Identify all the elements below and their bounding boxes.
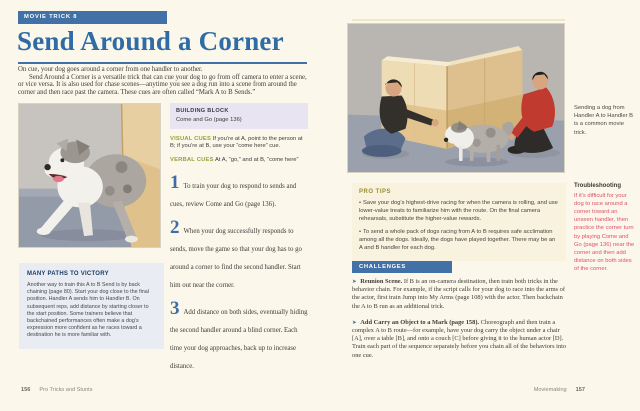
pro-tips-label: PRO TIPS bbox=[359, 189, 392, 195]
step-number: 2 bbox=[170, 216, 180, 238]
dog-rounding-corner-photo bbox=[18, 103, 161, 248]
challenge-item-1 bbox=[352, 278, 568, 311]
intro-paragraph-1: On cue, your dog goes around a corner from one handler to another. bbox=[18, 66, 203, 73]
visual-cues-text: If you’re at A, point to the person at B; if you’re at B, use your “come here” cue. bbox=[170, 135, 303, 149]
pro-tip-text: To send a whole pack of dogs racing from A to B requires safe acclimation among all the dogs. Ideally, the dogs have played together. There may be an A and B handler for each dog. bbox=[359, 228, 556, 252]
visual-cues bbox=[170, 136, 308, 150]
handlers-photo-illustration bbox=[348, 24, 564, 172]
building-block-box bbox=[170, 103, 308, 129]
step-text: To train your dog to respond to sends and cues, review Come and Go (page 136). bbox=[170, 182, 297, 208]
many-paths-text: Another way to train this A to B Send is by back chaining (page 80). Start your dog close to the final position. Handler A sends him to Handler B. On subsequent reps, add distance by starting closer to the start position. Some trainers believe that backchained performances often make a dog’s expression more confident as he races toward a destination he is more familiar with. bbox=[27, 282, 149, 339]
right-footer-section: Moviemaking bbox=[533, 387, 567, 393]
challenge-title: Reunion Scene. bbox=[360, 278, 403, 285]
verbal-cues-label: VERBAL CUES bbox=[170, 156, 214, 163]
handlers-training-photo bbox=[347, 23, 565, 173]
pro-tips-panel bbox=[352, 183, 566, 261]
challenge-text: Choreograph and then train a complex A to B route—for example, have your dog carry the object under a chair [A], over a table [B], and onto a couch [C] before giving it to the human actor [D]. Train each part of the sequence separately before you chain all of the behaviors into one cue. bbox=[352, 318, 567, 359]
step-text: Add distance on both sides, eventually hiding the second handler around a blind corner. Each time your dog approaches, back up to increase distance. bbox=[170, 308, 308, 370]
intro-text bbox=[18, 66, 309, 96]
step-item-3 bbox=[170, 297, 308, 373]
verbal-cues bbox=[170, 157, 308, 164]
pro-tip-text: Save your dog’s highest-drive racing for when the camera is rolling, and use lower-value treats to familiarize him with the route. On the final camera rehearsals, substitute the higher-value rewards. bbox=[359, 200, 558, 223]
photo-caption: Sending a dog from Handler A to Handler B is a common movie trick. bbox=[574, 105, 633, 136]
many-paths-sidebar bbox=[19, 263, 164, 349]
many-paths-title: MANY PATHS TO VICTORY bbox=[27, 271, 109, 277]
challenges-list bbox=[352, 278, 568, 368]
title-rule bbox=[18, 62, 307, 64]
left-page-number: 156 bbox=[21, 387, 31, 393]
building-block-label: BUILDING BLOCK bbox=[176, 108, 229, 114]
step-text: When your dog successfully responds to sends, move the game so that your dog has to go around a corner to find the second handler. Start him out near the corner. bbox=[170, 227, 302, 289]
training-steps bbox=[170, 171, 308, 373]
step-item-2 bbox=[170, 216, 308, 292]
left-footer-section: Pro Tricks and Stunts bbox=[39, 387, 93, 393]
challenge-text: If B is an on-camera destination, then train both tricks in the behavior chain. For example, if the script calls for your dog to race into the arms of the actor, first train Jump into My Arms (page 108) with the actor. Then backchain the A to B run as an additional trick. bbox=[352, 278, 565, 310]
pro-tip-1 bbox=[359, 199, 559, 224]
visual-cues-label: VISUAL CUES bbox=[170, 135, 212, 142]
page-title: Send Around a Corner bbox=[17, 26, 284, 56]
intro-paragraph-2: Send Around a Corner is a versatile trick that can cue your dog to go from off camera to enter a scene, or vice versa. It is also used for chase scenes—anytime you see a dog run into a scene from around the corner and then race past the camera. These cues are often called “Mark A to B Sends.” bbox=[18, 73, 307, 96]
arrow-icon: ➤ bbox=[352, 279, 357, 285]
building-block-value: Come and Go (page 136) bbox=[176, 116, 242, 123]
step-number: 1 bbox=[170, 171, 180, 193]
arrow-icon: ➤ bbox=[352, 319, 357, 326]
troubleshooting-sidebar bbox=[574, 183, 635, 274]
challenge-item-2 bbox=[352, 319, 568, 360]
pro-tip-2 bbox=[359, 228, 559, 253]
right-page-footer bbox=[534, 387, 585, 393]
troubleshooting-text: If it’s difficult for your dog to race around a corner toward an unseen handler, then practice the corner turn by playing Come and Go (page 136) near the corner and then add distance on both sides of the corner. bbox=[574, 192, 635, 273]
cues-column bbox=[170, 103, 308, 382]
challenge-title: Add Carry an Object to a Mark (page 158). bbox=[360, 318, 480, 326]
dog-photo-illustration bbox=[19, 104, 160, 247]
verbal-cues-text: At A, “go,” and at B, “come here” bbox=[214, 156, 299, 163]
dog-at-corner bbox=[444, 121, 514, 167]
right-page-number: 157 bbox=[575, 387, 585, 393]
left-page-footer bbox=[21, 387, 93, 393]
top-decorative-rule bbox=[352, 19, 565, 21]
bullet-icon: • bbox=[359, 228, 362, 235]
troubleshooting-title: Troubleshooting bbox=[574, 183, 621, 189]
movie-trick-kicker: MOVIE TRICK 8 bbox=[18, 11, 167, 24]
bullet-icon: • bbox=[359, 200, 362, 206]
challenges-banner: CHALLENGES bbox=[352, 261, 452, 273]
step-number: 3 bbox=[170, 297, 180, 319]
step-item-1 bbox=[170, 171, 308, 211]
